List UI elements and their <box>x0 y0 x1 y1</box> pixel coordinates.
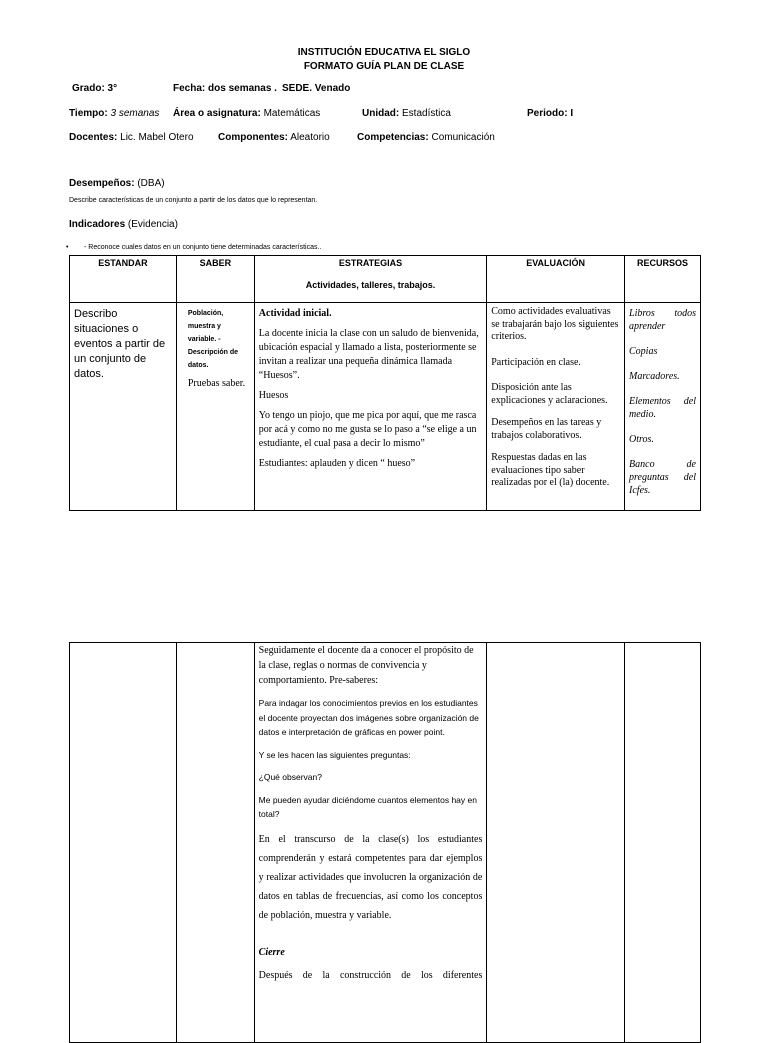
recurso-item: Marcadores. <box>629 371 680 382</box>
saber-extra: Pruebas saber. <box>187 378 246 389</box>
recurso-item: Libros todos aprender <box>629 308 696 332</box>
plan-table <box>69 255 701 511</box>
evaluacion-item: Respuestas dadas en las evaluaciones tipo saber realizadas por el (la) docente. <box>491 452 610 488</box>
estrategia-paragraph: Para indagar los conocimientos previos en los estudiantes el docente proyectan dos imágenes sobre organización de datos e interpretación de gráficas en power point. <box>258 698 479 737</box>
col-estrategias-sub: Actividades, talleres, trabajos. <box>305 280 436 290</box>
competencias-value: Comunicación <box>428 132 495 143</box>
estrategia-paragraph: La docente inicia la clase con un saludo de bienvenida, ubicación espacial y llamado a lista, posteriormente se invitan a realizar una pequeña dinámica llamada “Huesos”. <box>258 328 479 381</box>
componentes-label: Componentes: <box>218 132 288 143</box>
evaluacion-item: Desempeños en las tareas y trabajos colaborativos. <box>491 417 602 441</box>
unidad-field <box>362 108 451 119</box>
tiempo-label: Tiempo: <box>69 108 108 119</box>
recursos-cell-empty <box>625 643 701 1043</box>
table-row <box>70 643 701 1043</box>
desempenos-heading <box>69 178 165 189</box>
estrategia-paragraph: En el transcurso de la clase(s) los estudiantes comprenderán y estará competentes para dar ejemplos y realizar actividades que involucren la organización de datos en tablas de frecuencias, así como los conceptos de población, muestra y variable. <box>258 833 483 921</box>
competencias-field <box>357 132 495 143</box>
col-estandar: ESTANDAR <box>70 256 177 303</box>
col-recursos: RECURSOS <box>625 256 701 303</box>
sede-field <box>282 83 350 94</box>
desempenos-value: (DBA) <box>134 178 165 189</box>
estrategia-paragraph: Después de la construcción de los diferentes <box>258 969 483 981</box>
estandar-cell-empty <box>70 643 177 1043</box>
indicadores-heading <box>69 219 178 230</box>
col-evaluacion: EVALUACIÓN <box>487 256 625 303</box>
recurso-item: Elementos del medio. <box>629 396 696 420</box>
fecha-field <box>173 83 277 94</box>
saber-topics: Población, muestra y variable. -Descripción de datos. <box>187 310 239 369</box>
actividad-inicial-title: Actividad inicial. <box>258 308 332 319</box>
saber-cell <box>176 303 254 511</box>
periodo-value: I <box>567 108 574 119</box>
recurso-item: Banco de preguntas del Icfes. <box>629 459 696 496</box>
bullet-icon: • <box>66 244 69 251</box>
col-estrategias <box>254 256 486 303</box>
recursos-cell <box>625 303 701 511</box>
estrategia-paragraph: Seguidamente el docente da a conocer el propósito de la clase, reglas o normas de convivencia y comportamiento. Pre-saberes: <box>258 645 474 686</box>
docentes-value: Lic. Mabel Otero <box>117 132 194 143</box>
estrategia-paragraph: Estudiantes: aplauden y dicen “ hueso” <box>258 458 416 469</box>
competencias-label: Competencias: <box>357 132 429 143</box>
fecha-label: Fecha: <box>173 83 206 94</box>
evaluacion-cell <box>487 303 625 511</box>
desempenos-label: Desempeños: <box>69 178 135 189</box>
huesos-title: Huesos <box>258 390 289 401</box>
recurso-item: Copias <box>629 346 658 357</box>
table-row <box>70 303 701 511</box>
estandar-cell: Describo situaciones o eventos a partir de un conjunto de datos. <box>70 303 177 511</box>
grado-field <box>72 83 117 94</box>
unidad-value: Estadística <box>399 108 451 119</box>
componentes-field <box>218 132 330 143</box>
area-label: Área o asignatura: <box>173 108 261 119</box>
recurso-item: Otros. <box>629 434 654 445</box>
saber-cell-empty <box>176 643 254 1043</box>
docentes-field <box>69 132 194 143</box>
sede-label: SEDE. Venado <box>282 83 351 94</box>
evaluacion-item: Participación en clase. <box>491 356 581 368</box>
area-value: Matemáticas <box>260 108 321 119</box>
table-header-row <box>70 256 701 303</box>
estrategias-cell <box>254 643 487 1043</box>
docentes-label: Docentes: <box>69 132 118 143</box>
unidad-label: Unidad: <box>362 108 400 119</box>
periodo-field <box>527 108 573 119</box>
area-field <box>173 108 320 119</box>
componentes-value: Aleatorio <box>288 132 330 143</box>
estrategias-cell <box>254 303 486 511</box>
desempenos-text: Describe características de un conjunto a partir de los datos que lo representan. <box>69 197 318 204</box>
estrategia-paragraph: Yo tengo un piojo, que me pica por aquí, que me rasca por acá y como no me gusta se lo paso a “se elige a un estudiante, el cual pasa a decir lo mismo” <box>258 410 477 449</box>
indicadores-value: (Evidencia) <box>125 219 178 230</box>
col-saber: SABER <box>176 256 254 303</box>
estrategia-question: Me pueden ayudar diciéndome cuantos elementos hay en total? <box>258 794 477 819</box>
format-title: FORMATO GUÍA PLAN DE CLASE <box>303 61 465 72</box>
col-estrategias-title: ESTRATEGIAS <box>338 258 403 268</box>
cierre-title: Cierre <box>258 946 285 958</box>
fecha-value: dos semanas . <box>205 83 277 94</box>
evaluacion-item: Disposición ante las explicaciones y aclaraciones. <box>491 382 608 406</box>
estrategia-paragraph: Y se les hacen las siguientes preguntas: <box>258 749 411 760</box>
indicadores-label: Indicadores <box>69 219 126 230</box>
evaluacion-cell-empty <box>487 643 625 1043</box>
grado-label: Grado: 3° <box>72 83 118 94</box>
institution-title: INSTITUCIÓN EDUCATIVA EL SIGLO <box>297 47 471 58</box>
estrategia-question: ¿Qué observan? <box>258 772 322 782</box>
indicador-item: - Reconoce cuales datos en un conjunto tiene determinadas características.. <box>84 244 322 251</box>
plan-table-continued <box>69 642 701 1043</box>
periodo-label: Periodo: <box>527 108 568 119</box>
evaluacion-item: Como actividades evaluativas se trabajarán bajo los siguientes criterios. <box>491 306 619 342</box>
tiempo-value: 3 semanas <box>107 108 160 119</box>
tiempo-field <box>69 108 159 119</box>
